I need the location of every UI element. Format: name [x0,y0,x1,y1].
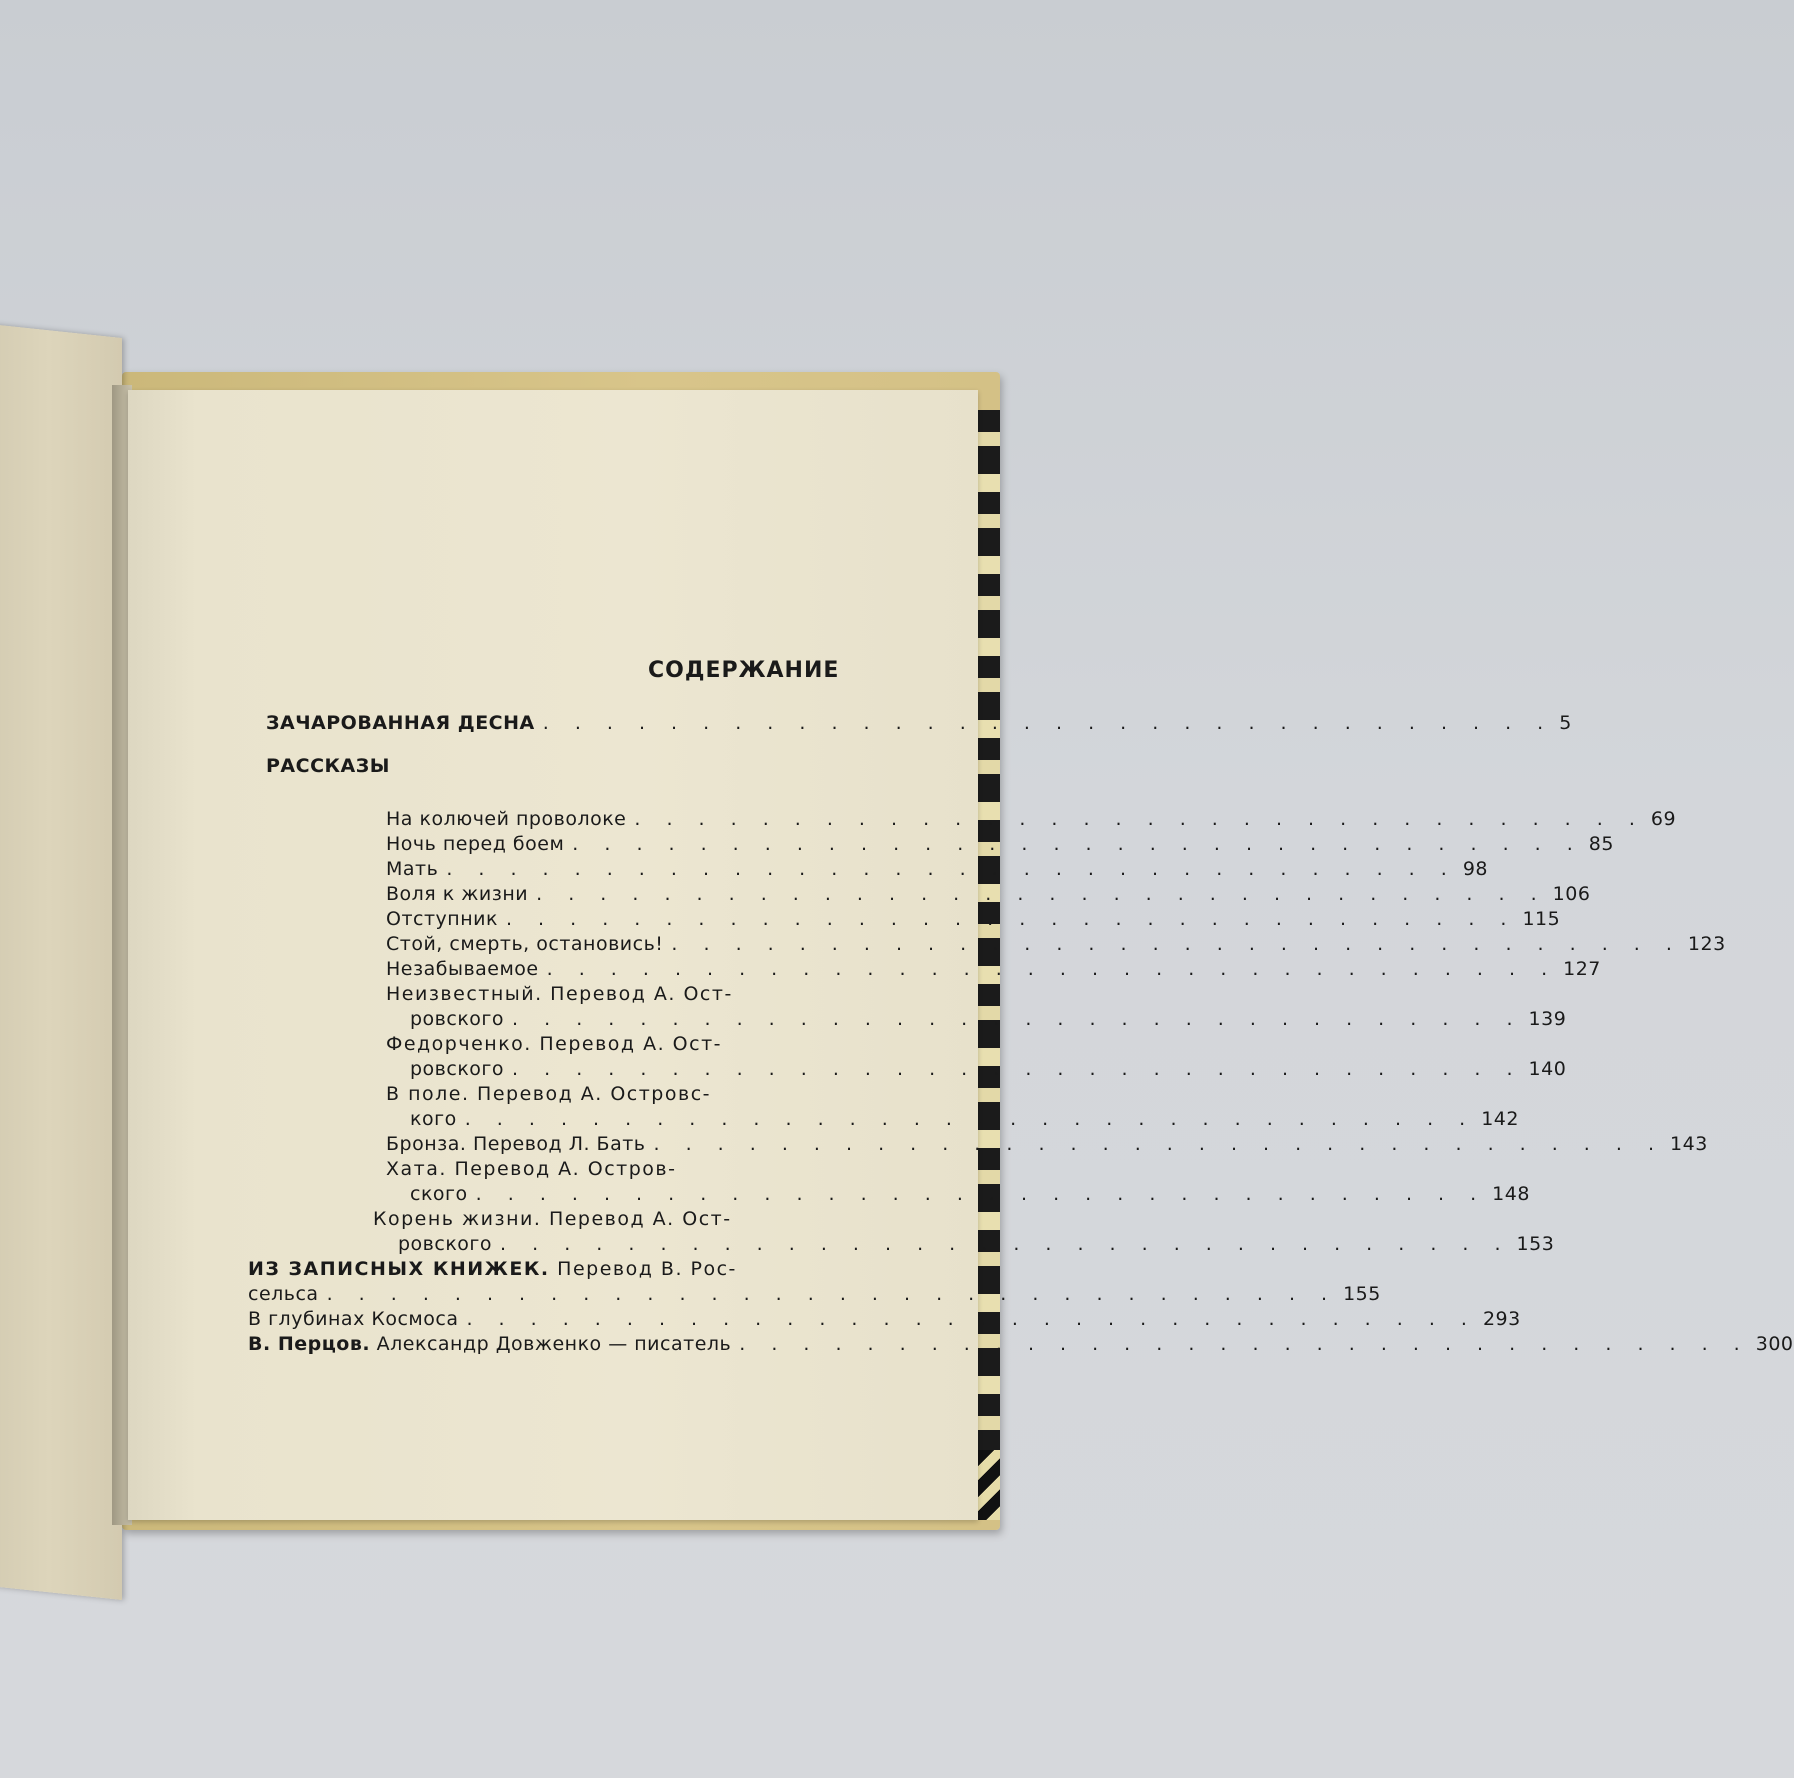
toc-entry-line [248,1258,737,1280]
toc-entry-page: 69 [1650,808,1677,830]
toc-title: СОДЕРЖАНИЕ [648,658,840,683]
leader-dots: . . . . . . . . . . . . . . . . . . . . . . . . . . . . . . . . [546,958,1558,980]
afterword-author: В. Перцов. [248,1333,371,1355]
toc-entry-page: 153 [1516,1233,1555,1255]
leader-dots: . . . . . . . . . . . . . . . . . . . . . . . . . . . . . . . . [671,933,1682,955]
toc-entry-page: 293 [1482,1308,1521,1330]
toc-entry [386,1133,1708,1155]
toc-entry-label [248,1333,731,1355]
toc-entry-page: 300 [1755,1333,1794,1355]
toc-entry [410,1058,1567,1080]
toc-entry [248,1333,1794,1355]
leader-dots: . . . . . . . . . . . . . . . . . . . . . . . . . . . . . . . . [326,1283,1338,1305]
toc-entry [248,1283,1381,1305]
leader-dots: . . . . . . . . . . . . . . . . . . . . . . . . . . . . . . . . [512,1008,1523,1030]
leader-dots: . . . . . . . . . . . . . . . . . . . . . . . . . . . . . . . . [475,1183,1487,1205]
toc-entry-label: Отступник [386,908,498,930]
leader-dots: . . . . . . . . . . . . . . . . . . . . . . . . . . . . . . . . [634,808,1645,830]
table-of-contents [128,390,1794,1520]
toc-entry-page: 143 [1670,1133,1708,1155]
toc-entry-page: 140 [1528,1058,1567,1080]
leader-dots: . . . . . . . . . . . . . . . . . . . . . . . . . . . . . . . . [542,712,1554,734]
toc-entry-line: В поле. Перевод А. Островс- [386,1083,711,1105]
toc-entry-page: 123 [1687,933,1726,955]
toc-entry-line: Неизвестный. Перевод А. Ост- [386,983,733,1005]
toc-entry [410,1183,1530,1205]
left-page [0,321,122,1600]
toc-entry-label: кого [410,1108,457,1130]
toc-entry [410,1108,1519,1130]
afterword-title: Александр Довженко — писатель [370,1333,732,1355]
toc-entry-label: ровского [398,1233,493,1255]
toc-entry [386,908,1561,930]
toc-entry-label: ЗАЧАРОВАННАЯ ДЕСНА [266,712,535,734]
toc-entry [386,883,1591,905]
toc-entry [248,1308,1521,1330]
toc-entry [410,1008,1567,1030]
toc-entry-page: 127 [1563,958,1601,980]
toc-entry [386,808,1677,830]
leader-dots: . . . . . . . . . . . . . . . . . . . . . . . . . . . . . . . . [446,858,1457,880]
toc-entry-label: Незабываемое [386,958,539,980]
toc-entry-line: Федорченко. Перевод А. Ост- [386,1033,723,1055]
toc-entry-page: 85 [1588,833,1614,855]
toc-entry-label: Мать [386,858,439,880]
toc-entry-page: 106 [1552,883,1591,905]
toc-entry-page: 115 [1522,908,1561,930]
leader-dots: . . . . . . . . . . . . . . . . . . . . . . . . . . . . . . . . [572,833,1583,855]
leader-dots: . . . . . . . . . . . . . . . . . . . . . . . . . . . . . . . . [653,1133,1665,1155]
toc-entry-label: Стой, смерть, остановись! [386,933,664,955]
toc-entry-label: ровского [410,1058,505,1080]
toc-entry-label: сельса [248,1283,319,1305]
toc-entry-page: 98 [1462,858,1488,880]
leader-dots: . . . . . . . . . . . . . . . . . . . . . . . . . . . . . . . . [512,1058,1523,1080]
toc-entry-main [266,712,1572,734]
toc-entry-label: На колючей проволоке [386,808,627,830]
toc-entry-line: Корень жизни. Перевод А. Ост- [373,1208,732,1230]
toc-entry-page: 148 [1492,1183,1530,1205]
toc-entry [386,858,1488,880]
toc-entry-label: ского [410,1183,468,1205]
toc-entry-line: Хата. Перевод А. Остров- [386,1158,677,1180]
toc-entry-label: Ночь перед боем [386,833,565,855]
leader-dots: . . . . . . . . . . . . . . . . . . . . . . . . . . . . . . . . [536,883,1547,905]
toc-entry [386,833,1614,855]
toc-entry [386,933,1726,955]
toc-entry-page: 139 [1528,1008,1567,1030]
toc-entry-rest: Перевод В. Рос- [549,1258,737,1280]
contents-page [128,390,1794,1520]
section-heading: РАССКАЗЫ [266,755,390,777]
leader-dots: . . . . . . . . . . . . . . . . . . . . . . . . . . . . . . . . [464,1108,1476,1130]
toc-entry [398,1233,1555,1255]
toc-entry [386,958,1601,980]
toc-entry-label: Бронза. Перевод Л. Бать [386,1133,646,1155]
toc-entry-bold: ИЗ ЗАПИСНЫХ КНИЖЕК. [248,1258,550,1280]
toc-entry-label: ровского [410,1008,505,1030]
toc-entry-page: 155 [1343,1283,1381,1305]
leader-dots: . . . . . . . . . . . . . . . . . . . . . . . . . . . . . . . . [739,1333,1750,1355]
toc-entry-page: 5 [1559,712,1572,734]
leader-dots: . . . . . . . . . . . . . . . . . . . . . . . . . . . . . . . . [500,1233,1511,1255]
toc-entry-label: Воля к жизни [386,883,529,905]
leader-dots: . . . . . . . . . . . . . . . . . . . . . . . . . . . . . . . . [505,908,1517,930]
leader-dots: . . . . . . . . . . . . . . . . . . . . . . . . . . . . . . . . [466,1308,1477,1330]
toc-entry-page: 142 [1481,1108,1519,1130]
toc-entry-label: В глубинах Космоса [248,1308,459,1330]
